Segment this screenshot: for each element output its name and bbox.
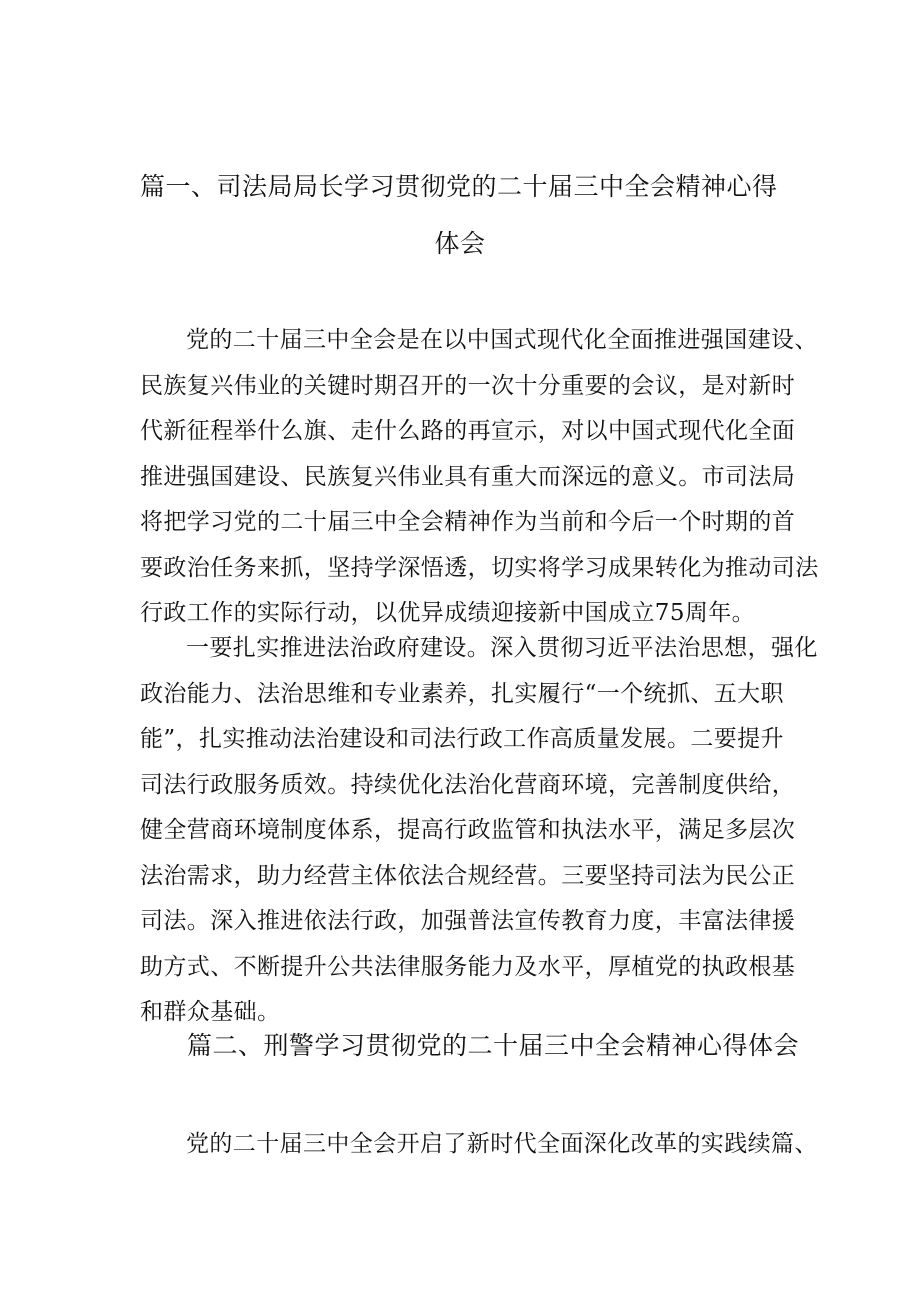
paragraph-line: 健全营商环境制度体系，提高行政监管和执法水平，满足多层次: [140, 817, 796, 843]
paragraph-line: 民族复兴伟业的关键时期召开的一次十分重要的会议，是对新时: [140, 373, 796, 399]
article-1-title-line-1: 篇一、司法局局长学习贯彻党的二十届三中全会精神心得: [140, 172, 778, 201]
paragraph-line: 助方式、不断提升公共法律服务能力及水平，厚植党的执政根基: [140, 954, 796, 980]
paragraph-line: 党的二十届三中全会开启了新时代全面深化改革的实践续篇、: [186, 1131, 818, 1157]
paragraph-line: 行政工作的实际行动，以优异成绩迎接新中国成立75周年。: [140, 600, 756, 626]
paragraph-line: 代新征程举什么旗、走什么路的再宣示，对以中国式现代化全面: [140, 418, 796, 444]
paragraph-line: 党的二十届三中全会是在以中国式现代化全面推进强国建设、: [186, 327, 818, 353]
paragraph-line: 能”，扎实推动法治建设和司法行政工作高质量发展。二要提升: [140, 726, 784, 752]
paragraph-line: 和群众基础。: [140, 999, 281, 1025]
paragraph-line: 要政治任务来抓，坚持学深悟透，切实将学习成果转化为推动司法: [140, 555, 819, 581]
paragraph-line: 将把学习党的二十届三中全会精神作为当前和今后一个时期的首: [140, 509, 796, 535]
article-1-title-line-2: 体会: [434, 229, 486, 258]
paragraph-line: 政治能力、法治思维和专业素养，扎实履行“一个统抓、五大职: [140, 681, 784, 707]
article-2-title: 篇二、刑警学习贯彻党的二十届三中全会精神心得体会: [187, 1031, 800, 1060]
paragraph-line: 一要扎实推进法治政府建设。深入贯彻习近平法治思想，强化: [186, 635, 818, 661]
paragraph-line: 法治需求，助力经营主体依法合规经营。三要坚持司法为民公正: [140, 863, 796, 889]
paragraph-line: 推进强国建设、民族复兴伟业具有重大而深远的意义。市司法局: [140, 464, 796, 490]
paragraph-line: 司法行政服务质效。持续优化法治化营商环境，完善制度供给，: [140, 772, 796, 798]
paragraph-line: 司法。深入推进依法行政，加强普法宣传教育力度，丰富法律援: [140, 908, 796, 934]
